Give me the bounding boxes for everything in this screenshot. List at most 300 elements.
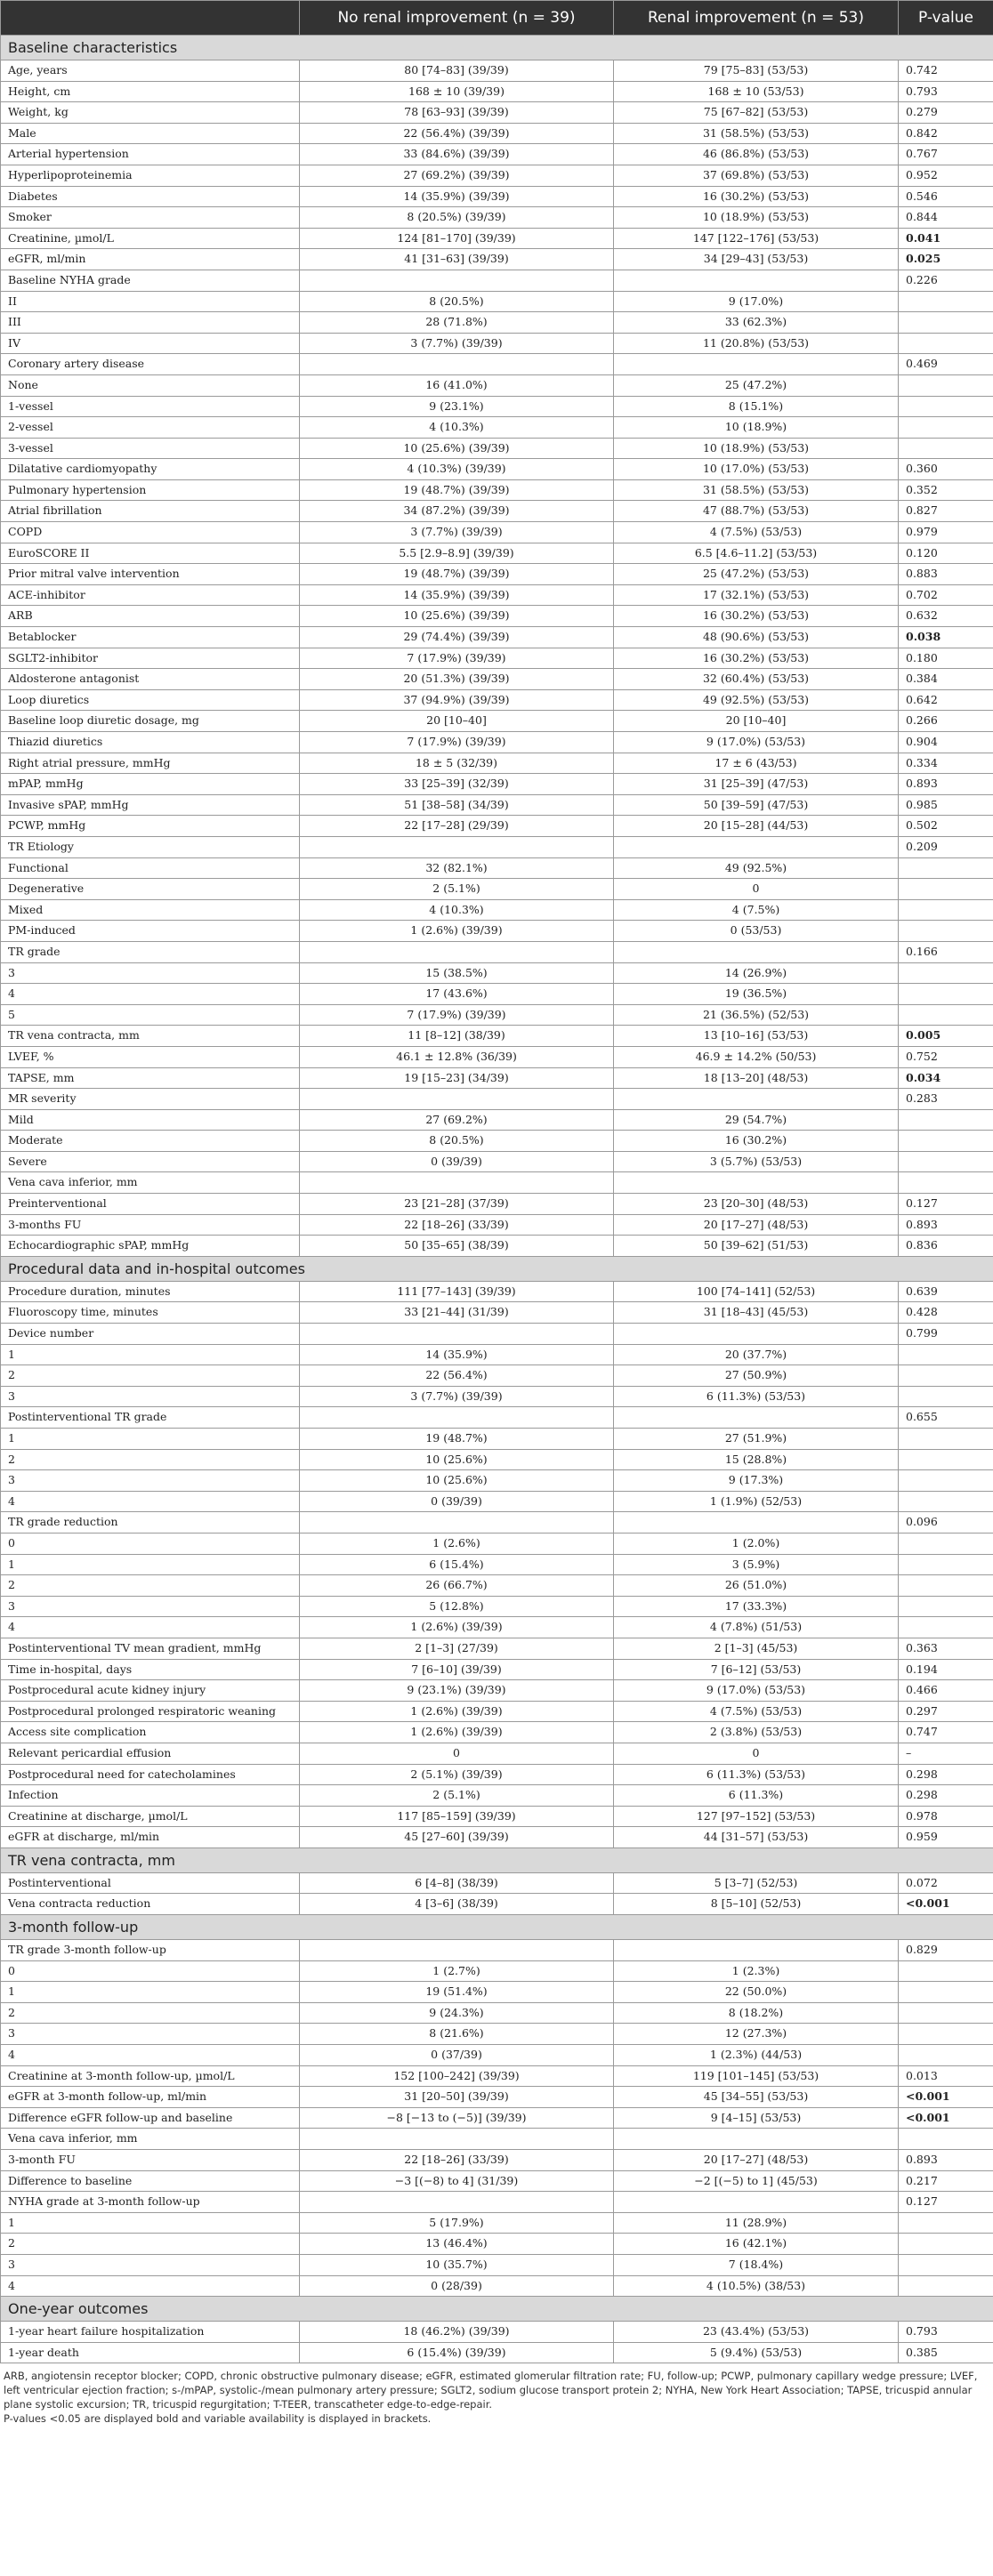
row-label: 2-vessel <box>1 417 300 439</box>
row-label: Preinterventional <box>1 1194 300 1215</box>
renal-improvement-value: 10 (18.9%) <box>614 417 899 439</box>
renal-improvement-value: 15 (28.8%) <box>614 1449 899 1470</box>
renal-improvement-value: 5 [3–7] (52/53) <box>614 1872 899 1894</box>
p-value <box>899 1533 993 1554</box>
p-value: 0.829 <box>899 1940 993 1961</box>
renal-improvement-value: 46.9 ± 14.2% (50/53) <box>614 1046 899 1067</box>
renal-improvement-value: 45 [34–55] (53/53) <box>614 2087 899 2108</box>
no-renal-improvement-value: 10 (25.6%) <box>300 1470 614 1492</box>
table-row <box>1 81 993 102</box>
table-row <box>1 1764 993 1785</box>
p-value: 0.883 <box>899 564 993 585</box>
p-value: 0.034 <box>899 1067 993 1089</box>
row-label: 0 <box>1 1960 300 1982</box>
no-renal-improvement-value <box>300 1407 614 1429</box>
renal-improvement-value: 3 (5.7%) (53/53) <box>614 1151 899 1172</box>
no-renal-improvement-value: 50 [35–65] (38/39) <box>300 1236 614 1257</box>
table-row <box>1 753 993 774</box>
p-value <box>899 921 993 942</box>
row-label: III <box>1 312 300 334</box>
renal-improvement-value: 17 (32.1%) (53/53) <box>614 584 899 606</box>
row-label: TR grade 3-month follow-up <box>1 1940 300 1961</box>
no-renal-improvement-value: 3 (7.7%) (39/39) <box>300 522 614 543</box>
p-value: 0.266 <box>899 711 993 732</box>
renal-improvement-value: 0 <box>614 1743 899 1764</box>
p-value <box>899 1131 993 1152</box>
table-row <box>1 165 993 186</box>
table-row <box>1 1365 993 1387</box>
renal-improvement-value: 1 (2.0%) <box>614 1533 899 1554</box>
p-value: 0.360 <box>899 459 993 480</box>
renal-improvement-value <box>614 1940 899 1961</box>
table-row <box>1 1982 993 2003</box>
table-row <box>1 584 993 606</box>
no-renal-improvement-value: 1 (2.6%) <box>300 1533 614 1554</box>
row-label: II <box>1 291 300 312</box>
section-title: Procedural data and in-hospital outcomes <box>1 1256 993 1281</box>
table-row <box>1 2170 993 2192</box>
row-label: Baseline NYHA grade <box>1 270 300 291</box>
p-value: 0.209 <box>899 836 993 857</box>
renal-improvement-value: 75 [67–82] (53/53) <box>614 102 899 124</box>
row-label: Age, years <box>1 60 300 82</box>
p-value: 0.279 <box>899 102 993 124</box>
no-renal-improvement-value: 15 (38.5%) <box>300 962 614 984</box>
no-renal-improvement-value: 7 [6–10] (39/39) <box>300 1659 614 1680</box>
table-row <box>1 1894 993 1915</box>
renal-improvement-value: 79 [75–83] (53/53) <box>614 60 899 82</box>
row-label: Hyperlipoproteinemia <box>1 165 300 186</box>
row-label: SGLT2-inhibitor <box>1 648 300 669</box>
no-renal-improvement-value <box>300 1512 614 1534</box>
row-label: TAPSE, mm <box>1 1067 300 1089</box>
p-value <box>899 1429 993 1450</box>
section-header-row <box>1 1256 993 1281</box>
table-row <box>1 1785 993 1807</box>
no-renal-improvement-value: 111 [77–143] (39/39) <box>300 1281 614 1302</box>
table-row <box>1 2150 993 2171</box>
no-renal-improvement-value: 26 (66.7%) <box>300 1575 614 1597</box>
renal-improvement-value: 6 (11.3%) <box>614 1785 899 1807</box>
no-renal-improvement-value: 22 [18–26] (33/39) <box>300 1214 614 1236</box>
renal-improvement-value <box>614 1407 899 1429</box>
row-label: Access site complication <box>1 1722 300 1743</box>
table-row <box>1 879 993 900</box>
no-renal-improvement-value: 4 (10.3%) (39/39) <box>300 459 614 480</box>
renal-improvement-value: 1 (2.3%) <box>614 1960 899 1982</box>
table-row <box>1 2322 993 2343</box>
p-value: 0.642 <box>899 689 993 711</box>
row-label: Prior mitral valve intervention <box>1 564 300 585</box>
no-renal-improvement-value: 8 (20.5%) <box>300 291 614 312</box>
no-renal-improvement-value: 6 (15.4%) (39/39) <box>300 2342 614 2363</box>
renal-improvement-value: 32 (60.4%) (53/53) <box>614 669 899 690</box>
no-renal-improvement-value: 8 (20.5%) (39/39) <box>300 207 614 229</box>
table-row <box>1 1046 993 1067</box>
no-renal-improvement-value: 10 (25.6%) <box>300 1449 614 1470</box>
no-renal-improvement-value: 4 (10.3%) <box>300 899 614 921</box>
p-value: 0.385 <box>899 2342 993 2363</box>
table-row <box>1 2129 993 2150</box>
renal-improvement-value: 0 <box>614 879 899 900</box>
renal-improvement-value: 22 (50.0%) <box>614 1982 899 2003</box>
p-value <box>899 2002 993 2024</box>
renal-improvement-value: 7 [6–12] (53/53) <box>614 1659 899 1680</box>
renal-improvement-value: 20 [17–27] (48/53) <box>614 2150 899 2171</box>
renal-improvement-value: 16 (30.2%) (53/53) <box>614 648 899 669</box>
row-label: 4 <box>1 984 300 1005</box>
section-header-row <box>1 1847 993 1872</box>
no-renal-improvement-value: 8 (21.6%) <box>300 2024 614 2045</box>
no-renal-improvement-value: 9 (24.3%) <box>300 2002 614 2024</box>
row-label: 3 <box>1 1596 300 1617</box>
renal-improvement-value: 127 [97–152] (53/53) <box>614 1806 899 1827</box>
no-renal-improvement-value: 18 ± 5 (32/39) <box>300 753 614 774</box>
p-value: 0.298 <box>899 1785 993 1807</box>
no-renal-improvement-value: 18 (46.2%) (39/39) <box>300 2322 614 2343</box>
renal-improvement-value <box>614 1324 899 1345</box>
footnote-abbreviations: ARB, angiotensin receptor blocker; COPD, chronic obstructive pulmonary disease; eGFR, estimated glomerular filtration rate; FU, follow-up; PCWP, pulmonary capillary wedge pressure; LVEF, left ventricular ejection fraction; s-/mPAP, systolic-/mean pulmonary artery pressure; SGLT2, sodium glucose transport protein 2; NYHA, New York Heart Association; TAPSE, tricuspid annular plane systolic excursion; TR, tricuspid regurgitation; T-TEER, transcatheter edge-to-edge-repair. <box>4 2370 978 2411</box>
p-value: 0.985 <box>899 794 993 816</box>
no-renal-improvement-value <box>300 1172 614 1194</box>
table-row <box>1 941 993 962</box>
table-row <box>1 1701 993 1722</box>
no-renal-improvement-value: 27 (69.2%) (39/39) <box>300 165 614 186</box>
p-value <box>899 2234 993 2255</box>
p-value <box>899 374 993 396</box>
no-renal-improvement-value: 1 (2.7%) <box>300 1960 614 1982</box>
no-renal-improvement-value: 3 (7.7%) (39/39) <box>300 1386 614 1407</box>
no-renal-improvement-value <box>300 2129 614 2150</box>
row-label: 4 <box>1 2045 300 2066</box>
row-label: 3 <box>1 962 300 984</box>
p-value <box>899 879 993 900</box>
renal-improvement-value: 34 [29–43] (53/53) <box>614 249 899 270</box>
no-renal-improvement-value: 51 [38–58] (34/39) <box>300 794 614 816</box>
no-renal-improvement-value: 31 [20–50] (39/39) <box>300 2087 614 2108</box>
table-row <box>1 291 993 312</box>
no-renal-improvement-value: 34 (87.2%) (39/39) <box>300 501 614 522</box>
row-label: 2 <box>1 2234 300 2255</box>
row-label: Creatinine at discharge, µmol/L <box>1 1806 300 1827</box>
renal-improvement-value: 17 (33.3%) <box>614 1596 899 1617</box>
table-row <box>1 857 993 879</box>
row-label: Baseline loop diuretic dosage, mg <box>1 711 300 732</box>
table-row <box>1 543 993 564</box>
no-renal-improvement-value: 8 (20.5%) <box>300 1131 614 1152</box>
row-label: NYHA grade at 3-month follow-up <box>1 2192 300 2213</box>
no-renal-improvement-value: 2 (5.1%) (39/39) <box>300 1764 614 1785</box>
renal-improvement-value: 7 (18.4%) <box>614 2254 899 2275</box>
renal-improvement-value: 4 (7.5%) (53/53) <box>614 522 899 543</box>
no-renal-improvement-value: 11 [8–12] (38/39) <box>300 1026 614 1047</box>
no-renal-improvement-value: 152 [100–242] (39/39) <box>300 2065 614 2087</box>
no-renal-improvement-value: 1 (2.6%) (39/39) <box>300 1617 614 1638</box>
table-row <box>1 1470 993 1492</box>
table-row <box>1 2192 993 2213</box>
row-label: ACE-inhibitor <box>1 584 300 606</box>
row-label: Time in-hospital, days <box>1 1659 300 1680</box>
row-label: TR grade <box>1 941 300 962</box>
row-label: Degenerative <box>1 879 300 900</box>
renal-improvement-value: 6 (11.3%) (53/53) <box>614 1764 899 1785</box>
row-label: EuroSCORE II <box>1 543 300 564</box>
header-no-renal-improvement: No renal improvement (n = 39) <box>300 1 614 36</box>
table-row <box>1 1743 993 1764</box>
p-value <box>899 2275 993 2297</box>
row-label: Creatinine, µmol/L <box>1 228 300 249</box>
footnote-pvalues: P-values <0.05 are displayed bold and variable availability is displayed in brackets. <box>4 2412 432 2426</box>
renal-improvement-value: 9 (17.0%) <box>614 291 899 312</box>
table-row <box>1 1172 993 1194</box>
table-row <box>1 312 993 334</box>
p-value: 0.072 <box>899 1872 993 1894</box>
no-renal-improvement-value: 37 (94.9%) (39/39) <box>300 689 614 711</box>
row-label: Fluoroscopy time, minutes <box>1 1302 300 1324</box>
no-renal-improvement-value: 13 (46.4%) <box>300 2234 614 2255</box>
p-value <box>899 2212 993 2234</box>
table-header <box>1 1 993 36</box>
row-label: 3-months FU <box>1 1214 300 1236</box>
no-renal-improvement-value: 9 (23.1%) (39/39) <box>300 1680 614 1702</box>
table-row <box>1 1638 993 1659</box>
table-row <box>1 2275 993 2297</box>
p-value: 0.297 <box>899 1701 993 1722</box>
no-renal-improvement-value: 7 (17.9%) (39/39) <box>300 1004 614 1026</box>
p-value: 0.334 <box>899 753 993 774</box>
table-row <box>1 270 993 291</box>
renal-improvement-value: 27 (51.9%) <box>614 1429 899 1450</box>
renal-improvement-value: 31 [18–43] (45/53) <box>614 1302 899 1324</box>
table-row <box>1 1344 993 1365</box>
table-row <box>1 522 993 543</box>
p-value: 0.752 <box>899 1046 993 1067</box>
renal-improvement-value: 10 (18.9%) (53/53) <box>614 438 899 459</box>
row-label: Loop diuretics <box>1 689 300 711</box>
renal-improvement-value: 8 (18.2%) <box>614 2002 899 2024</box>
no-renal-improvement-value <box>300 2192 614 2213</box>
no-renal-improvement-value <box>300 1324 614 1345</box>
row-label: 2 <box>1 1365 300 1387</box>
table-body <box>1 36 993 2363</box>
p-value <box>899 1004 993 1026</box>
table-row <box>1 123 993 144</box>
table-row <box>1 60 993 82</box>
p-value: 0.959 <box>899 1827 993 1848</box>
renal-improvement-value: 0 (53/53) <box>614 921 899 942</box>
renal-improvement-value: 9 (17.0%) (53/53) <box>614 1680 899 1702</box>
no-renal-improvement-value: 2 [1–3] (27/39) <box>300 1638 614 1659</box>
row-label: Pulmonary hypertension <box>1 479 300 501</box>
p-value <box>899 2045 993 2066</box>
no-renal-improvement-value: 0 (39/39) <box>300 1151 614 1172</box>
renal-improvement-value: 4 (7.8%) (51/53) <box>614 1617 899 1638</box>
p-value: 0.827 <box>899 501 993 522</box>
renal-improvement-value: 31 [25–39] (47/53) <box>614 774 899 795</box>
renal-improvement-value: 9 [4–15] (53/53) <box>614 2107 899 2129</box>
row-label: COPD <box>1 522 300 543</box>
p-value <box>899 417 993 439</box>
no-renal-improvement-value: 14 (35.9%) <box>300 1344 614 1365</box>
row-label: Postinterventional TR grade <box>1 1407 300 1429</box>
p-value: 0.793 <box>899 2322 993 2343</box>
renal-improvement-value: 2 (3.8%) (53/53) <box>614 1722 899 1743</box>
renal-improvement-value <box>614 836 899 857</box>
table-row <box>1 396 993 417</box>
table-row <box>1 228 993 249</box>
table-row <box>1 2087 993 2108</box>
table-footnotes <box>0 2363 993 2426</box>
p-value: 0.655 <box>899 1407 993 1429</box>
table-row <box>1 1067 993 1089</box>
p-value: 0.217 <box>899 2170 993 2192</box>
header-label-column <box>1 1 300 36</box>
row-label: Difference eGFR follow-up and baseline <box>1 2107 300 2129</box>
p-value: 0.793 <box>899 81 993 102</box>
row-label: Severe <box>1 1151 300 1172</box>
no-renal-improvement-value: 0 <box>300 1743 614 1764</box>
table-row <box>1 459 993 480</box>
table-row <box>1 1512 993 1534</box>
p-value: 0.844 <box>899 207 993 229</box>
table-row <box>1 1214 993 1236</box>
renal-improvement-value: 44 [31–57] (53/53) <box>614 1827 899 1848</box>
row-label: 4 <box>1 1491 300 1512</box>
p-value: 0.005 <box>899 1026 993 1047</box>
renal-improvement-value: 8 [5–10] (52/53) <box>614 1894 899 1915</box>
renal-improvement-value: 1 (2.3%) (44/53) <box>614 2045 899 2066</box>
no-renal-improvement-value: 2 (5.1%) <box>300 879 614 900</box>
no-renal-improvement-value: 124 [81–170] (39/39) <box>300 228 614 249</box>
no-renal-improvement-value: 10 (25.6%) (39/39) <box>300 606 614 627</box>
row-label: 2 <box>1 1575 300 1597</box>
renal-improvement-value: 10 (18.9%) (53/53) <box>614 207 899 229</box>
p-value: 0.979 <box>899 522 993 543</box>
p-value: <0.001 <box>899 1894 993 1915</box>
section-header-row <box>1 36 993 60</box>
table-row <box>1 1596 993 1617</box>
no-renal-improvement-value: 10 (35.7%) <box>300 2254 614 2275</box>
renal-improvement-value: 50 [39–62] (51/53) <box>614 1236 899 1257</box>
no-renal-improvement-value: 19 (48.7%) (39/39) <box>300 564 614 585</box>
p-value: 0.893 <box>899 774 993 795</box>
renal-improvement-value: 18 [13–20] (48/53) <box>614 1067 899 1089</box>
no-renal-improvement-value: 1 (2.6%) (39/39) <box>300 921 614 942</box>
p-value: 0.799 <box>899 1324 993 1345</box>
row-label: 1-year death <box>1 2342 300 2363</box>
no-renal-improvement-value <box>300 941 614 962</box>
p-value <box>899 857 993 879</box>
row-label: PM-induced <box>1 921 300 942</box>
row-label: Vena cava inferior, mm <box>1 1172 300 1194</box>
row-label: 3 <box>1 1386 300 1407</box>
p-value: 0.502 <box>899 816 993 837</box>
no-renal-improvement-value: 1 (2.6%) (39/39) <box>300 1722 614 1743</box>
table-row <box>1 648 993 669</box>
table-row <box>1 1151 993 1172</box>
row-label: 1-vessel <box>1 396 300 417</box>
p-value <box>899 312 993 334</box>
renal-improvement-value: 37 (69.8%) (53/53) <box>614 165 899 186</box>
table-row <box>1 606 993 627</box>
renal-improvement-value: 2 [1–3] (45/53) <box>614 1638 899 1659</box>
section-title: 3-month follow-up <box>1 1915 993 1940</box>
renal-improvement-value <box>614 1512 899 1534</box>
renal-improvement-value: 31 (58.5%) (53/53) <box>614 479 899 501</box>
row-label: Vena cava inferior, mm <box>1 2129 300 2150</box>
row-label: Difference to baseline <box>1 2170 300 2192</box>
table-row <box>1 333 993 354</box>
p-value <box>899 438 993 459</box>
table-row <box>1 2212 993 2234</box>
row-label: Postinterventional <box>1 1872 300 1894</box>
row-label: eGFR at discharge, ml/min <box>1 1827 300 1848</box>
no-renal-improvement-value: 28 (71.8%) <box>300 312 614 334</box>
no-renal-improvement-value: 23 [21–28] (37/39) <box>300 1194 614 1215</box>
table-row <box>1 2024 993 2045</box>
table-row <box>1 102 993 124</box>
table-row <box>1 479 993 501</box>
renal-improvement-value: 29 (54.7%) <box>614 1109 899 1131</box>
renal-improvement-value: 16 (30.2%) (53/53) <box>614 606 899 627</box>
renal-improvement-value: 47 (88.7%) (53/53) <box>614 501 899 522</box>
no-renal-improvement-value: −3 [(−8) to 4] (31/39) <box>300 2170 614 2192</box>
p-value: 0.041 <box>899 228 993 249</box>
table-row <box>1 2234 993 2255</box>
table-row <box>1 438 993 459</box>
p-value: 0.226 <box>899 270 993 291</box>
p-value <box>899 1470 993 1492</box>
renal-improvement-value: 4 (7.5%) (53/53) <box>614 1701 899 1722</box>
renal-improvement-value: −2 [(−5) to 1] (45/53) <box>614 2170 899 2192</box>
p-value <box>899 1575 993 1597</box>
table-row <box>1 354 993 375</box>
row-label: Postinterventional TV mean gradient, mmHg <box>1 1638 300 1659</box>
row-label: PCWP, mmHg <box>1 816 300 837</box>
row-label: Functional <box>1 857 300 879</box>
table-row <box>1 836 993 857</box>
p-value: 0.120 <box>899 543 993 564</box>
renal-improvement-value: 1 (1.9%) (52/53) <box>614 1491 899 1512</box>
p-value <box>899 2024 993 2045</box>
no-renal-improvement-value: 9 (23.1%) <box>300 396 614 417</box>
row-label: Moderate <box>1 1131 300 1152</box>
no-renal-improvement-value: 0 (37/39) <box>300 2045 614 2066</box>
no-renal-improvement-value: 5 (17.9%) <box>300 2212 614 2234</box>
p-value <box>899 899 993 921</box>
table-row <box>1 921 993 942</box>
renal-improvement-value: 26 (51.0%) <box>614 1575 899 1597</box>
table-row <box>1 1131 993 1152</box>
table-row <box>1 2254 993 2275</box>
renal-improvement-value: 23 [20–30] (48/53) <box>614 1194 899 1215</box>
table-row <box>1 564 993 585</box>
no-renal-improvement-value: 0 (28/39) <box>300 2275 614 2297</box>
no-renal-improvement-value: 78 [63–93] (39/39) <box>300 102 614 124</box>
p-value: 0.546 <box>899 186 993 207</box>
table-row <box>1 774 993 795</box>
renal-improvement-value: 49 (92.5%) (53/53) <box>614 689 899 711</box>
row-label: Male <box>1 123 300 144</box>
p-value <box>899 962 993 984</box>
row-label: Diabetes <box>1 186 300 207</box>
p-value: <0.001 <box>899 2087 993 2108</box>
no-renal-improvement-value: 19 (48.7%) <box>300 1429 614 1450</box>
p-value: 0.025 <box>899 249 993 270</box>
section-title: TR vena contracta, mm <box>1 1847 993 1872</box>
table-row <box>1 984 993 1005</box>
renal-improvement-value: 17 ± 6 (43/53) <box>614 753 899 774</box>
